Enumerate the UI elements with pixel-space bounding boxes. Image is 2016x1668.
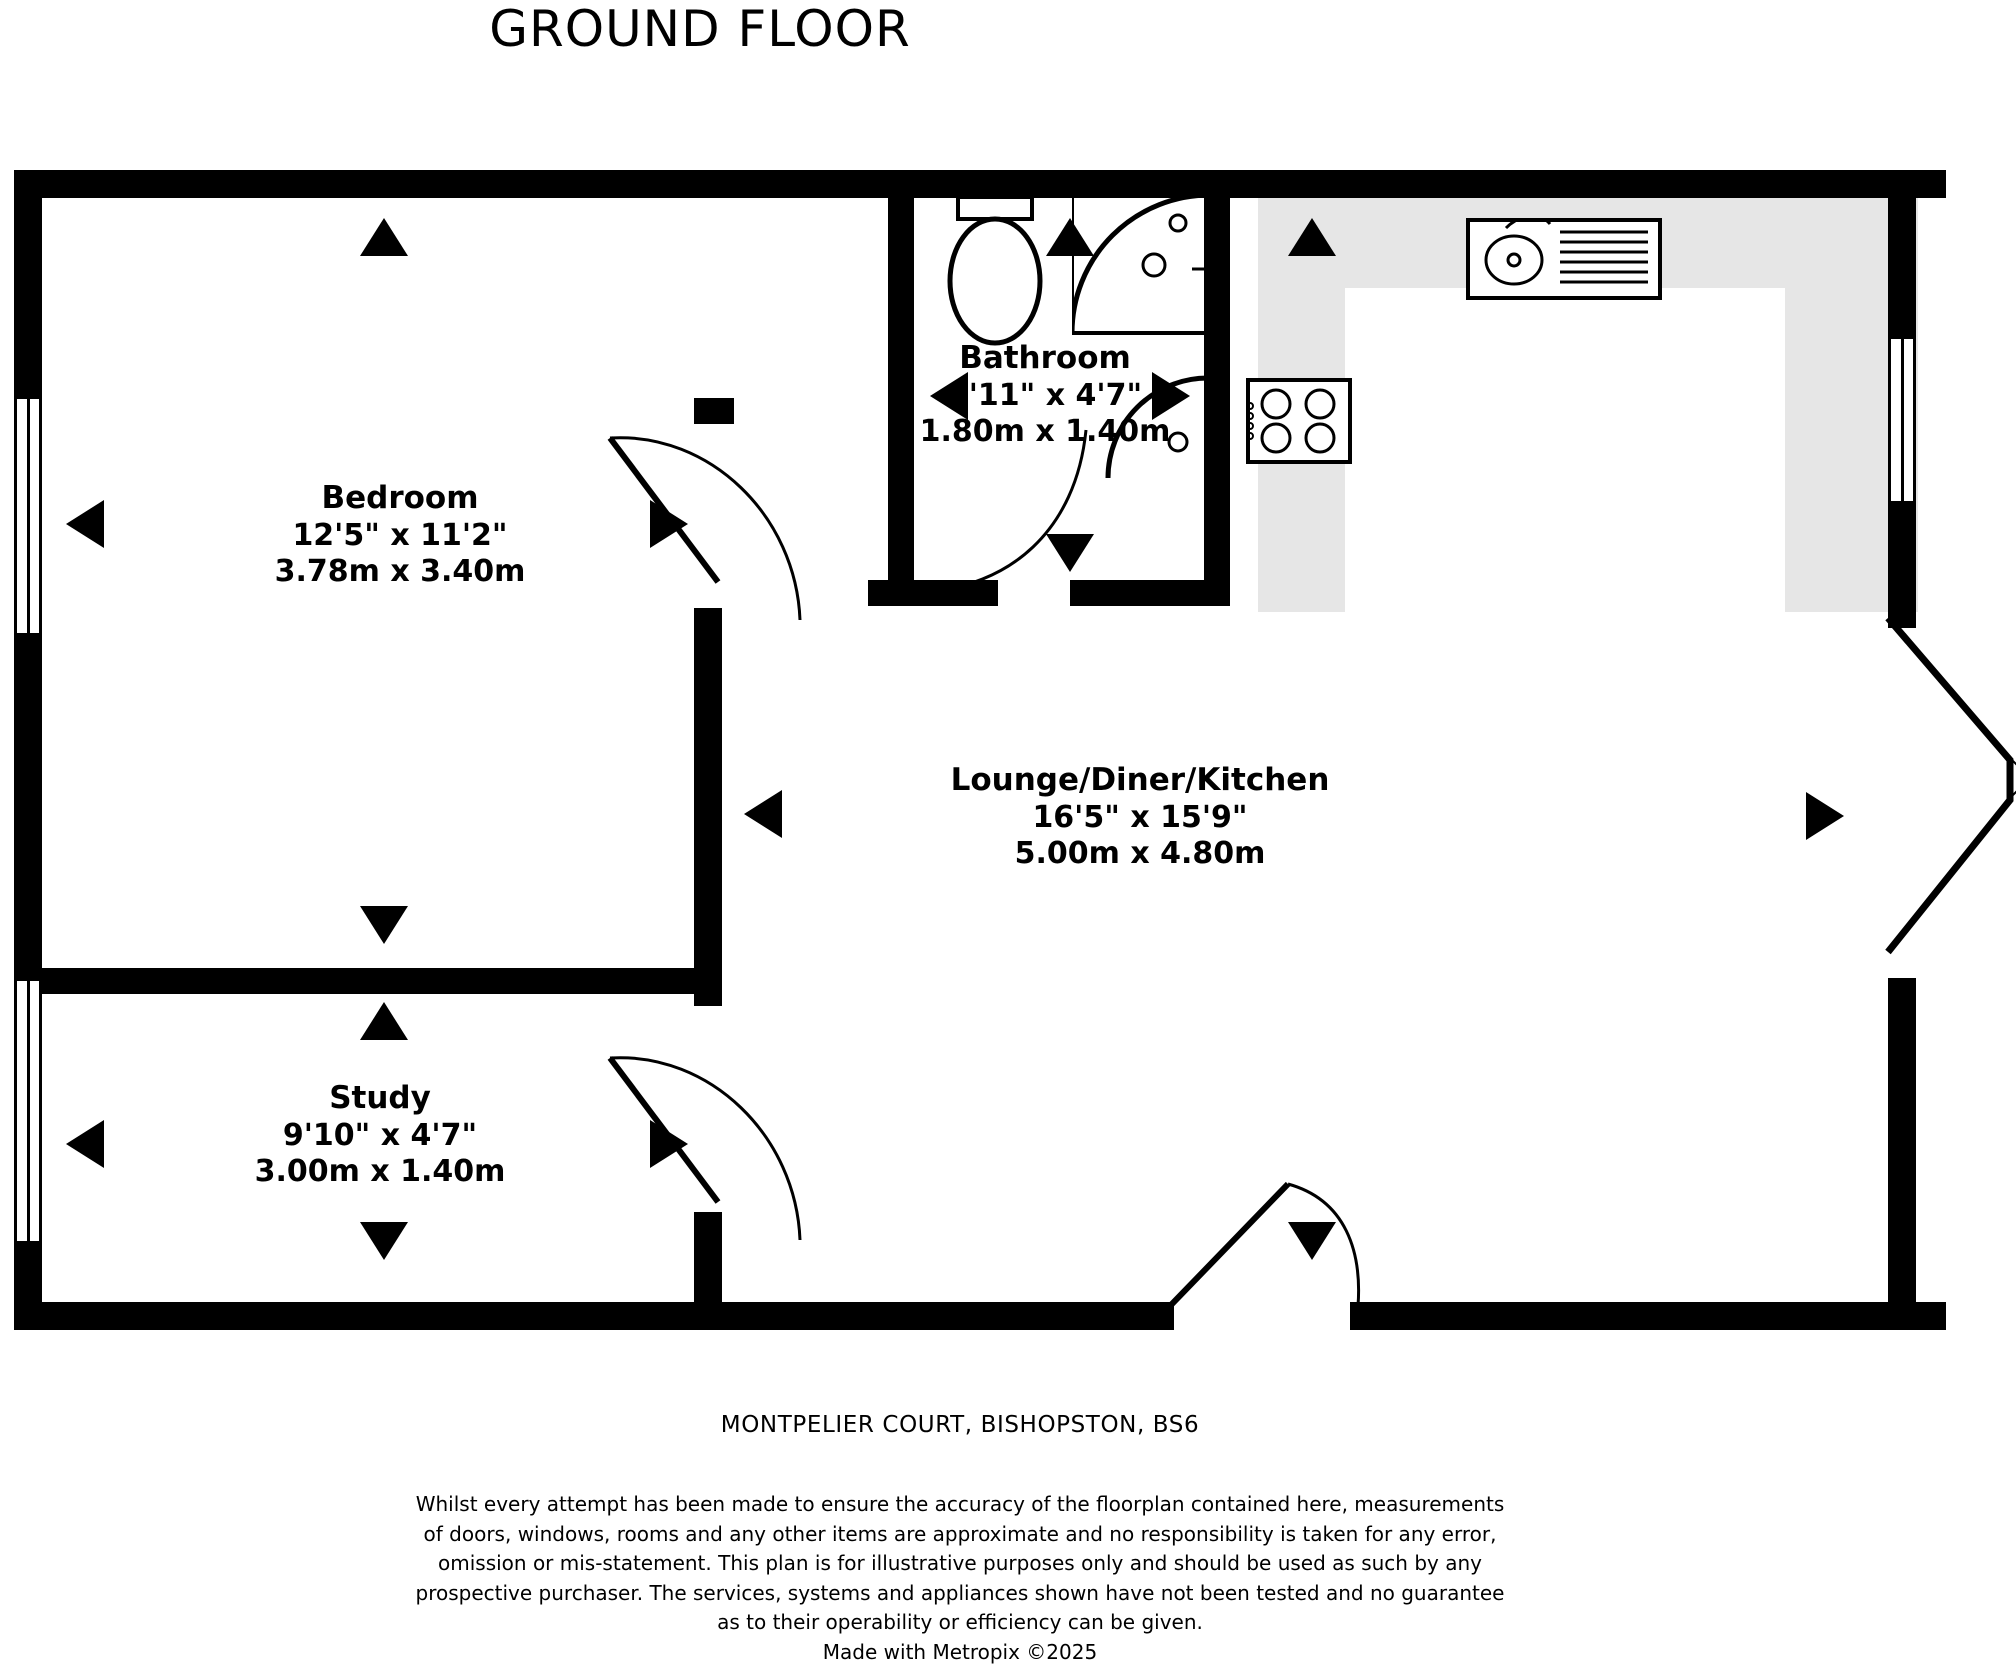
wall-top-left [14,170,932,198]
room-label-bedroom [160,480,640,591]
disclaimer-line-5: as to their operability or efficiency can be given. [717,1610,1203,1635]
room-dim-imperial-bedroom: 12'5" x 11'2" [292,517,508,553]
arrow-bedroom-up [360,218,408,256]
room-label-study [140,1080,620,1191]
room-dim-metric-bathroom: 1.80m x 1.40m [919,414,1171,450]
room-dim-imperial-study: 9'10" x 4'7" [282,1117,478,1153]
arrow-bedroom-left [66,500,104,548]
arrow-study-up [360,1002,408,1040]
room-dim-metric-study: 3.00m x 1.40m [254,1154,506,1190]
window-bedroom-left [14,396,42,636]
arrow-lounge-right [1806,792,1844,840]
room-label-lounge [860,762,1420,873]
wall-bottom-left [14,1302,1174,1330]
wall-right-upper [1888,170,1916,340]
wall-right-lower [1888,978,1916,1330]
room-name-study: Study [329,1080,431,1116]
kitchen-hob [1246,378,1352,464]
room-dim-metric-bedroom: 3.78m x 3.40m [274,554,526,590]
arrow-study-door [650,1120,688,1168]
room-dim-metric-lounge: 5.00m x 4.80m [1014,836,1266,872]
arrow-hall-left [744,790,782,838]
footer-disclaimer [0,1490,1920,1668]
wall-bedroom-right [694,608,722,1006]
room-name-bedroom: Bedroom [321,480,479,516]
arrow-bedroom-down [360,906,408,944]
arrow-bathroom-down [1046,534,1094,572]
footer-address: MONTPELIER COURT, BISHOPSTON, BS6 [720,1412,1200,1438]
shower-enclosure [1072,195,1212,335]
wall-left-upper [14,170,42,400]
arrow-study-down [360,1222,408,1260]
arrow-bedroom-door [650,500,688,548]
room-dim-imperial-lounge: 16'5" x 15'9" [1032,799,1248,835]
disclaimer-line-3: omission or mis-statement. This plan is for illustrative purposes only and should be used as such by any [438,1551,1482,1576]
arrow-lounge-entrance [1288,1222,1336,1260]
disclaimer-line-4: prospective purchaser. The services, systems and appliances shown have not been tested and no guarantee [415,1580,1505,1605]
wall-bottom-right [1350,1302,1946,1330]
kitchen-sink [1466,218,1662,300]
kitchen-inner-fill [1345,288,1785,618]
page-title: GROUND FLOOR [489,0,911,58]
disclaimer-credit: Made with Metropix ©2025 [822,1639,1098,1664]
window-lounge-right [1888,336,1916,504]
room-name-bathroom: Bathroom [959,340,1131,376]
window-study-left [14,978,42,1244]
room-label-bathroom [830,340,1260,451]
disclaimer-line-1: Whilst every attempt has been made to ensure the accuracy of the floorplan contained here, measurements [415,1492,1505,1516]
toilet-fixture [940,195,1050,355]
arrow-lounge-up [1288,218,1336,256]
door-study-leaf [600,1040,830,1270]
arrow-bathroom-up [1046,218,1094,256]
wall-left-mid [14,632,42,980]
disclaimer-line-2: of doors, windows, rooms and any other items are approximate and no responsibility is taken for any error, [423,1521,1497,1546]
room-dim-imperial-bathroom: 5'11" x 4'7" [947,377,1143,413]
bay-window-outline [1880,600,2016,1000]
wall-bedroom-study-divider [14,968,722,994]
arrow-study-left [66,1120,104,1168]
wall-top-right [932,170,1946,198]
room-name-lounge: Lounge/Diner/Kitchen [950,762,1330,798]
